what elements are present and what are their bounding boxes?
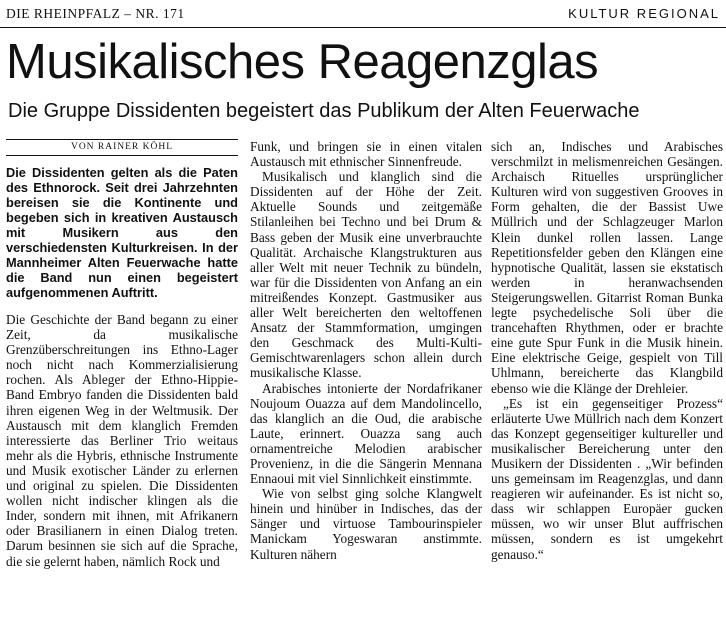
article-column-3 [491, 139, 723, 562]
article-headline: Musikalisches Reagenzglas [6, 35, 599, 89]
body-paragraph: Die Geschichte der Band begann zu einer Zeit, da musikalische Grenzüberschreitungen ins Ethno-Lager noch nicht nach Kommerzialisierung rochen. Als Ableger der Ethno-Hippie-Band Embryo fanden die Dissidenten bald ihren eigenen Weg in der Weltmusik. Der Austausch mit dem klanglich Fremden interessierte das Berliner Trio weitaus mehr als die Hybris, ethnische Instrumente und Musik exotischer Länder zu erlernen und original zu spielen. Die Dissidenten wollen nicht indischer klingen als die Inder, sondern mit ihnen, mit Afrikanern oder Brasilianern in einen Dialog treten. Darum besinnen sie sich auf die Sprache, die sie gelernt haben, nämlich Rock und [6, 312, 238, 569]
body-paragraph: Arabisches intonierte der Nordafrikaner Noujoum Ouazza auf dem Mandolincello, das klanglich an die Oud, die arabische Laute, erinnert. Ouazza sang auch ornamentreiche Melodien arabischer Provenienz, in die die Sängerin Mennana Ennaoui mit viel Sinnlichkeit einstimmte. [250, 380, 482, 487]
lead-paragraph: Die Dissidenten gelten als die Paten des Ethnorock. Seit drei Jahrzehnten bereisen sie die Kontinente und begeben sich in kreativen Austausch mit Musikern aus den verschiedensten Kulturkreisen. In der Mannheimer Alten Feuerwache hatte die Band nun einen begeistert aufgenommenen Auftritt. [6, 165, 238, 300]
section-label: KULTUR REGIONAL [568, 6, 720, 21]
quote-paragraph: „Es ist ein gegenseitiger Prozess“ erläuterte Uwe Müllrich nach dem Konzert das Konzept gegenseitiger kultureller und musikalischer Bereicherung unter den Musikern der Dissidenten . „Wir befinden uns gemeinsam im Reagenzglas, und dann reagieren wir aufeinander. Es ist nicht so, dass wir schlappen Europäer gucken müssen, wo wir unser Blut auffrischen müssen, sondern es ist umgekehrt genauso.“ [491, 395, 723, 562]
body-paragraph: Funk, und bringen sie in einen vitalen Austausch mit ethnischer Sinnenfreude. [250, 139, 482, 170]
byline: VON RAINER KÖHL [6, 139, 238, 156]
paper-issue-label: DIE RHEINPFALZ – NR. 171 [6, 6, 185, 21]
body-paragraph: sich an, Indisches und Arabisches verschmilzt in melismenreichen Gesängen. Archaisch Rituelles ursprünglicher Kulturen wird von suggestiven Grooves in Form gehalten, die der Bassist Uwe Müllrich und der Schlagzeuger Marlon Klein dunkel rollen lassen. Lange Repetitionsfelder geben den Klängen eine hypnotische Qualität, lassen sie ekstatisch werden in heranwachsenden Steigerungswellen. Gitarrist Roman Bunka legte psychedelische Soli über die trancehaften Rhythmen, oder er brachte eine gute Spur Funk in die Musik hinein. Eine elektrische Geige, gespielt von Till Uhlmann, bereicherte das Klangbild ebenso wie die Klänge der Drehleier. [491, 139, 723, 396]
article-column-1 [6, 139, 238, 569]
body-paragraph: Wie von selbst ging solche Klangwelt hinein und hinüber in Indisches, das der Sänger und virtuose Tambourinspieler Manickam Yogeswaran anstimmte. Kulturen nähern [250, 486, 482, 562]
body-paragraph: Musikalisch und klanglich sind die Dissidenten auf der Höhe der Zeit. Aktuelle Sounds und zeitgemäße Stilanleihen bei Techno und bei Drum & Bass geben der Musik eine unverbrauchte Qualität. Archaische Klangstrukturen aus aller Welt mit neuer Technik zu bündeln, war für die Dissidenten von Anfang an ein mitreißendes Konzept. Gastmusiker aus aller Welt bereicherten den weltoffenen Ansatz der Stammformation, umgingen den Geschmack des Multi-Kulti-Gemischtwarenlagers schon allein durch musikalische Klasse. [250, 169, 482, 381]
masthead [0, 0, 726, 28]
article-subheadline: Die Gruppe Dissidenten begeistert das Publikum der Alten Feuerwache [8, 100, 640, 122]
article-column-2 [250, 139, 482, 562]
